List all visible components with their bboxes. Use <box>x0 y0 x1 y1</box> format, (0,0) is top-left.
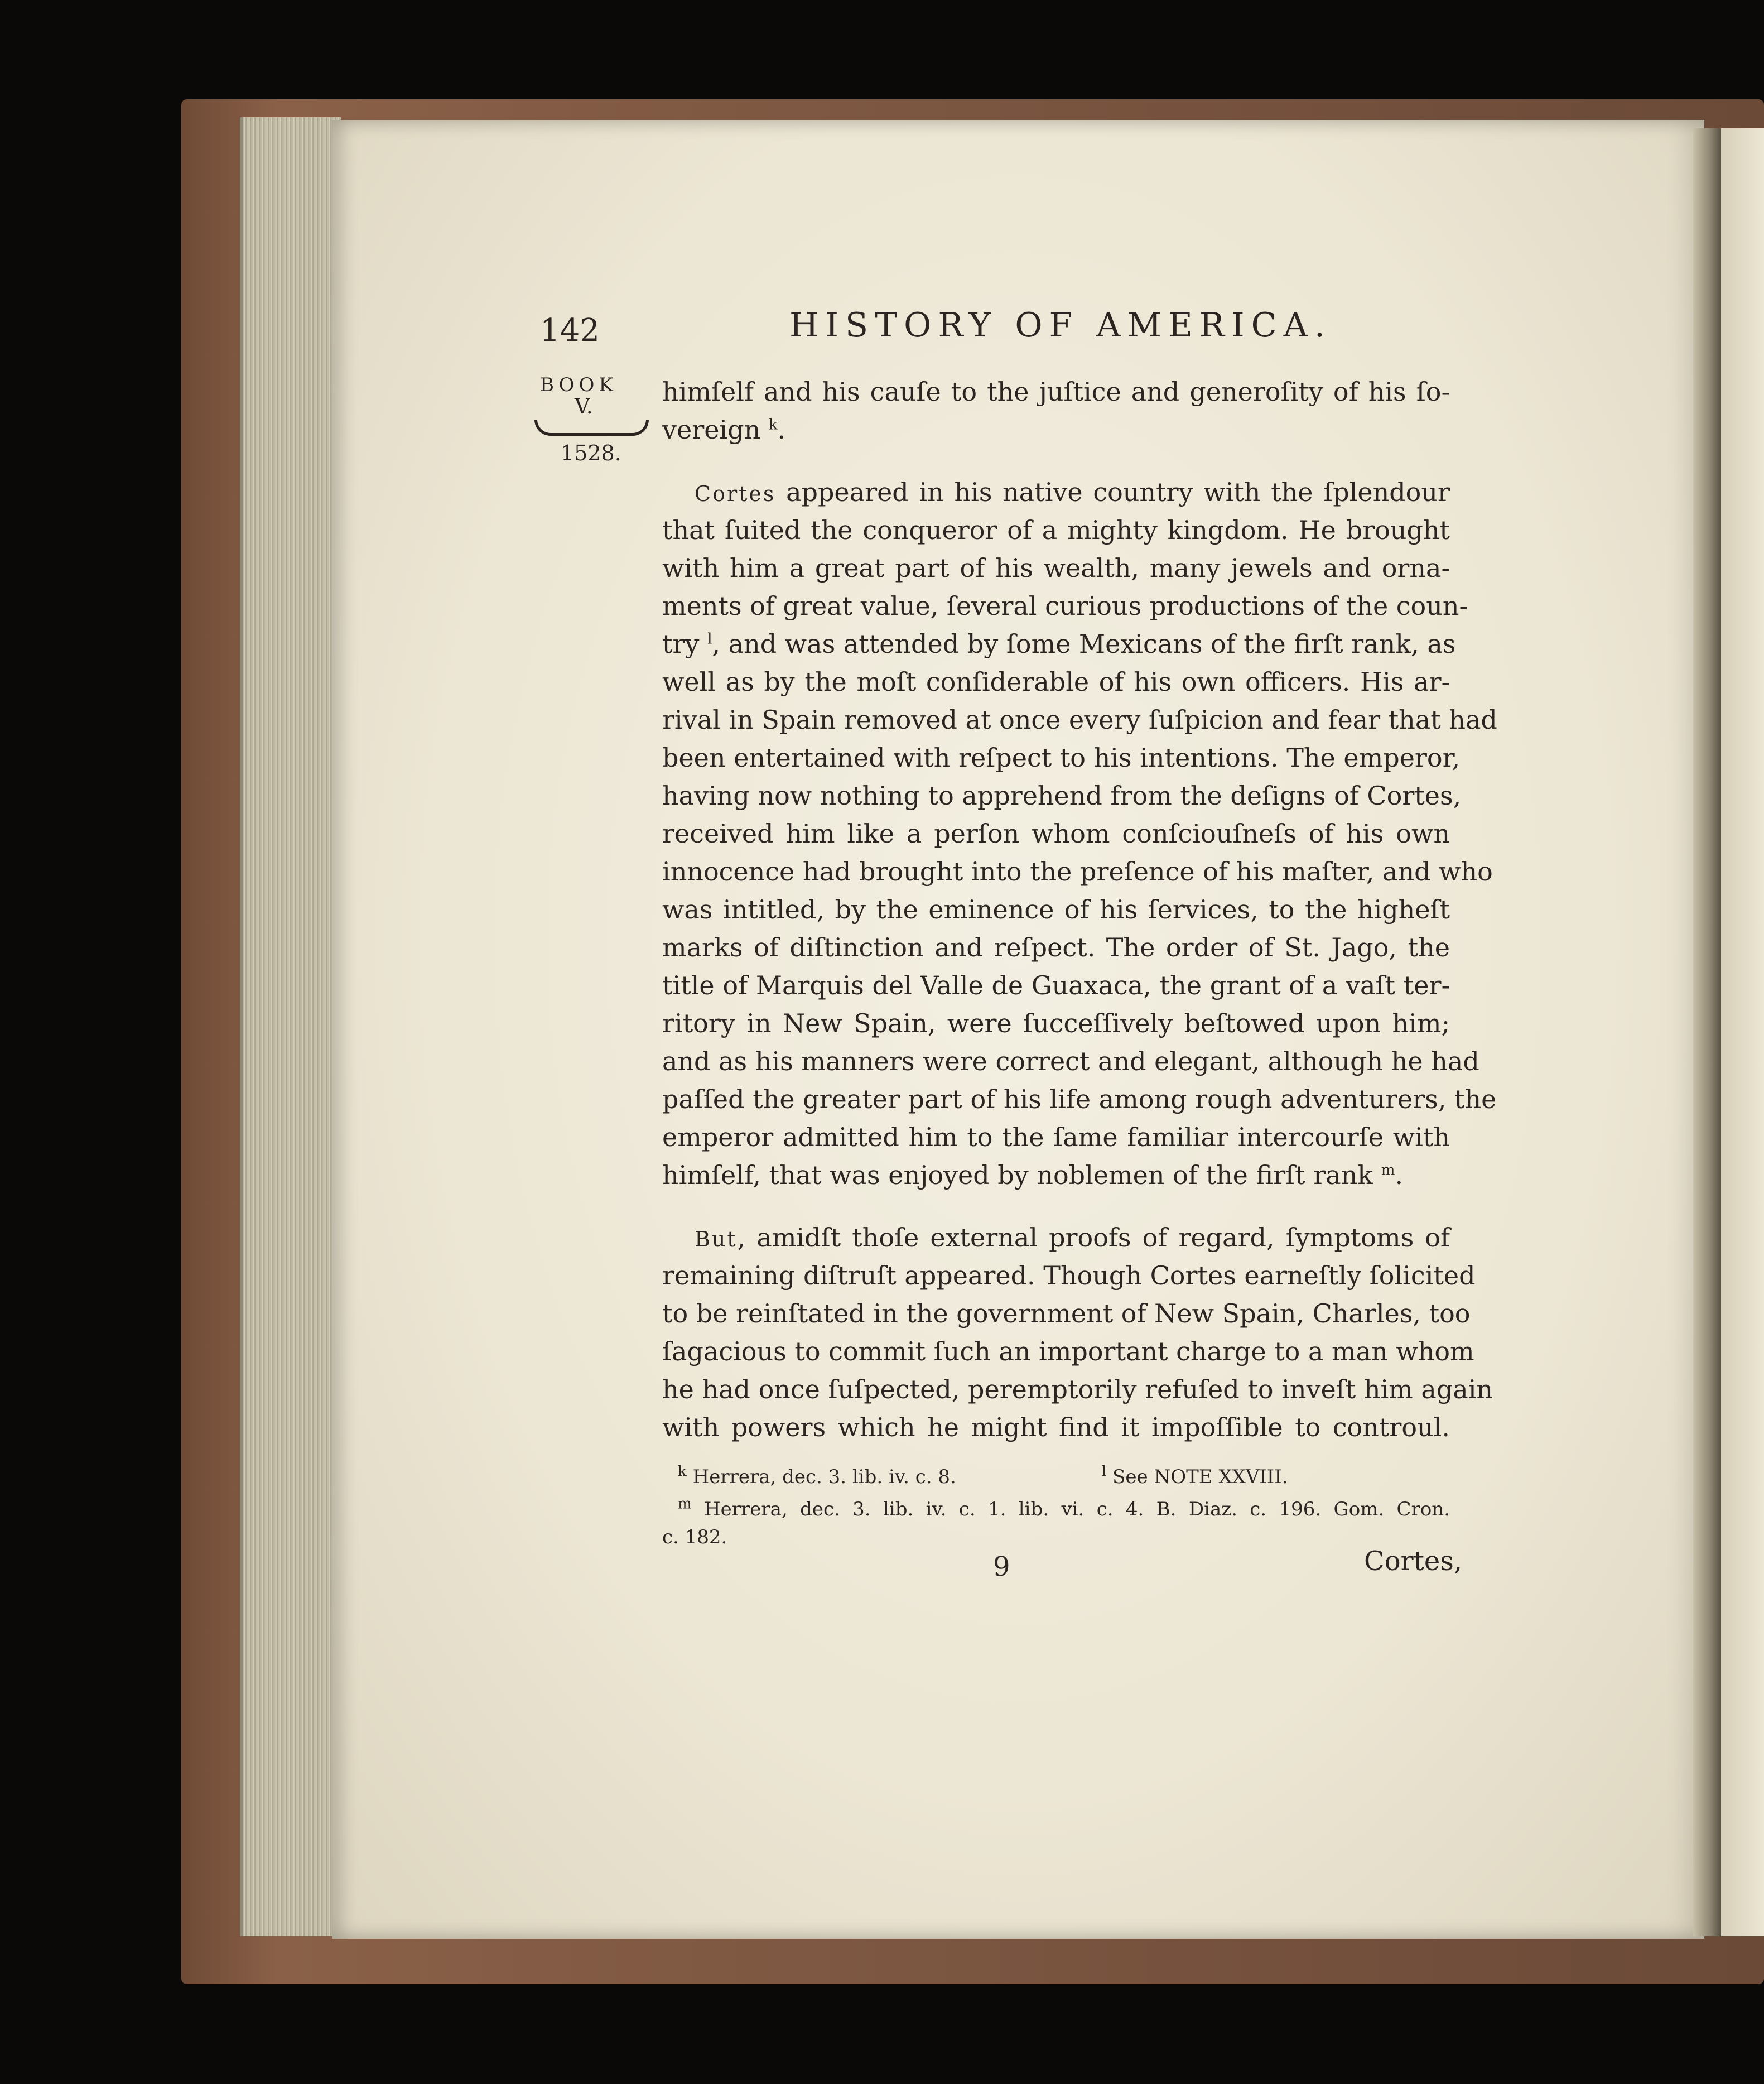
page-edges <box>240 117 341 1936</box>
note-reference: m <box>1381 1162 1395 1179</box>
text-line: and as his manners were correct and elegant, although he had <box>662 1046 1479 1076</box>
signature-mark: 9 <box>993 1551 1010 1582</box>
text-line: that ſuited the conqueror of a mighty kingdom. He brought <box>662 515 1450 545</box>
text-line: vereign $^k$. <box>662 415 786 445</box>
footnote: $^l$ See NOTE XXVIII. <box>1102 1463 1288 1488</box>
text-line: he had once ſuſpected, peremptorily refuſed to inveſt him again <box>662 1374 1493 1404</box>
small-caps-lead: Cortes <box>695 482 776 506</box>
text-line: But, amidſt thoſe external proofs of regard, ſymptoms of <box>695 1223 1450 1253</box>
margin-year: 1528. <box>561 441 621 465</box>
text-line: to be reinſtated in the government of New Spain, Charles, too <box>662 1298 1471 1329</box>
text-line: been entertained with reſpect to his intentions. The emperor, <box>662 743 1461 773</box>
footnote: $^m$ Herrera, dec. 3. lib. iv. c. 1. lib. vi. c. 4. B. Diaz. c. 196. Gom. Cron. <box>678 1495 1450 1520</box>
text-line: Cortes appeared in his native country with the ſplendour <box>695 477 1450 507</box>
text-line: marks of diſtinction and reſpect. The order of St. Jago, the <box>662 932 1450 962</box>
text-line: well as by the moſt conſiderable of his own officers. His ar- <box>662 667 1450 697</box>
note-reference: k <box>768 416 778 434</box>
text-line: title of Marquis del Valle de Guaxaca, the grant of a vaſt ter- <box>662 970 1450 1000</box>
text-line: was intitled, by the eminence of his ſervices, to the higheſt <box>662 894 1450 925</box>
text-line: innocence had brought into the preſence of his maſter, and who <box>662 856 1493 887</box>
running-title: HISTORY OF AMERICA. <box>789 306 1332 345</box>
text-line: ſagacious to commit ſuch an important charge to a man whom <box>662 1336 1474 1366</box>
margin-brace <box>534 420 649 436</box>
page-number: 142 <box>540 312 600 349</box>
footnote-mark: m <box>678 1495 692 1513</box>
text-line: ritory in New Spain, were ſucceſſively beſtowed upon him; <box>662 1008 1450 1038</box>
footnote: $^k$ Herrera, dec. 3. lib. iv. c. 8. <box>678 1463 956 1488</box>
text-line: himſelf, that was enjoyed by noblemen of the firſt rank $^m$. <box>662 1160 1404 1190</box>
text-line: remaining diſtruſt appeared. Though Cortes earneſtly ſolicited <box>662 1260 1476 1291</box>
text-line: emperor admitted him to the ſame familiar intercourſe with <box>662 1122 1450 1152</box>
small-caps-lead: But <box>695 1227 738 1252</box>
footnote-mark: k <box>678 1463 687 1480</box>
margin-book-number: V. <box>575 394 593 418</box>
footnote-continuation: c. 182. <box>662 1526 727 1548</box>
text-line: paſſed the greater part of his life among rough adventurers, the <box>662 1084 1497 1114</box>
note-reference: l <box>707 631 712 648</box>
catchword: Cortes, <box>1364 1546 1463 1577</box>
footnote-mark: l <box>1102 1463 1107 1480</box>
text-line: received him like a perſon whom conſciouſneſs of his own <box>662 819 1450 849</box>
facing-page-edge <box>1721 128 1764 1936</box>
text-line: with him a great part of his wealth, many jewels and orna- <box>662 553 1450 583</box>
text-line: himſelf and his cauſe to the juſtice and generoſity of his ſo- <box>662 377 1450 407</box>
text-line: with powers which he might find it impoſſible to controul. <box>662 1412 1450 1442</box>
text-line: try $^l$, and was attended by ſome Mexicans of the firſt rank, as <box>662 629 1456 659</box>
margin-book-label: BOOK <box>540 374 618 396</box>
text-line: rival in Spain removed at once every ſuſpicion and fear that had <box>662 705 1497 735</box>
text-line: ments of great value, ſeveral curious productions of the coun- <box>662 591 1468 621</box>
text-line: having now nothing to apprehend from the deſigns of Cortes, <box>662 781 1462 811</box>
